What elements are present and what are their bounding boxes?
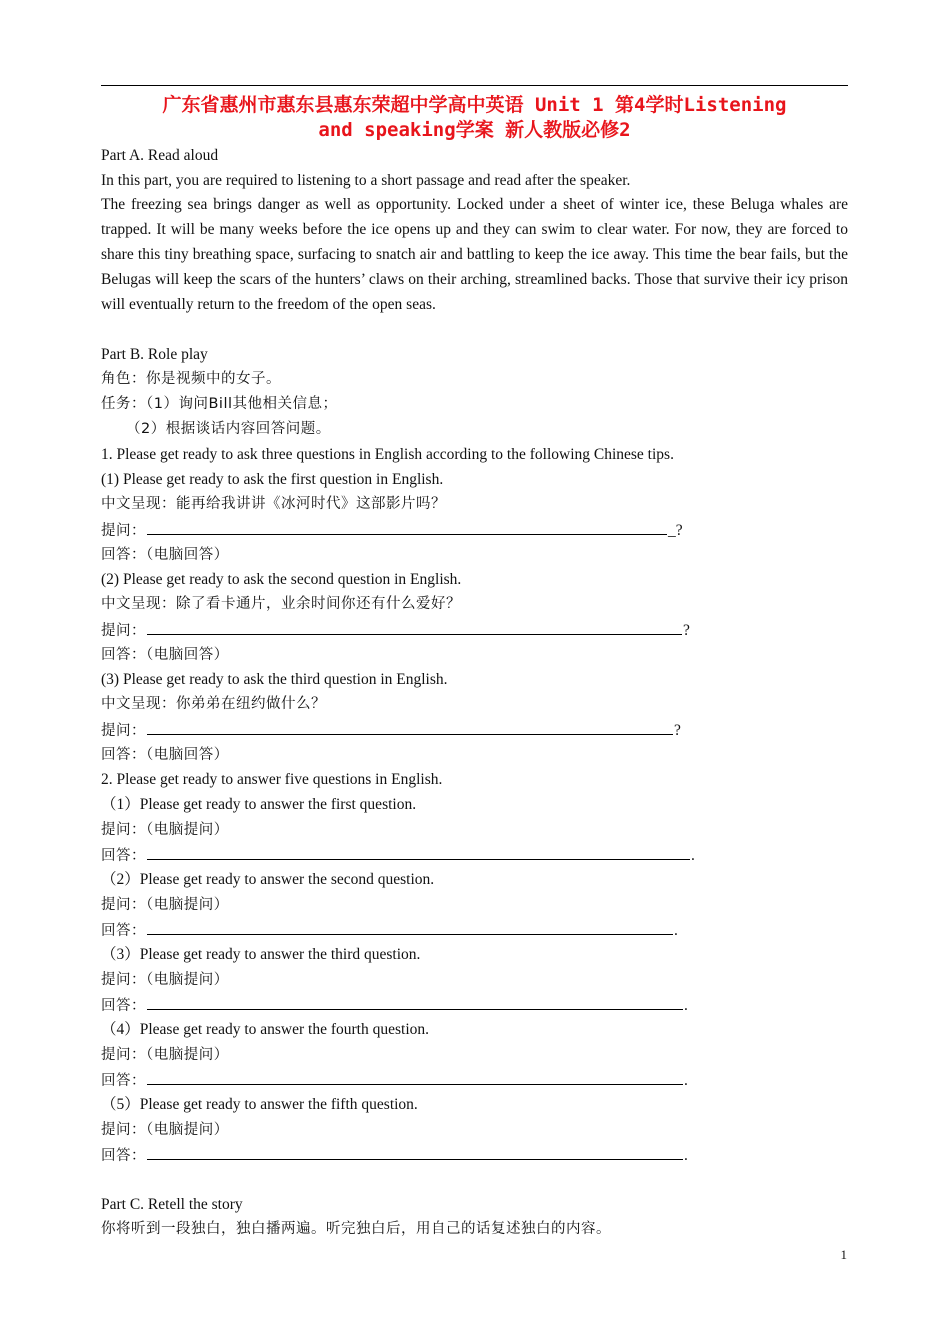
answer-item-4-row bbox=[101, 1067, 848, 1094]
part-a-passage: The freezing sea brings danger as well as opportunity. Locked under a sheet of winter ice, these Beluga whales are trapped. It will be many weeks before the ice opens up and they can swim to clear water. For now, they are forced to share this tiny breathing space, surfacing to snatch air and battling to keep the ice away. This time the bear fails, but the Belugas will keep the scars of the hunters’ claws on their arching, streamlined backs. Those that survive their icy prison will eventually return to the freedom of the open seas. bbox=[101, 196, 848, 313]
answer-item-2-instruction: （2）Please get ready to answer the second question. bbox=[101, 871, 435, 888]
ask-label: 提问： bbox=[101, 1047, 146, 1063]
section-2-heading: 2. Please get ready to answer five questions in English. bbox=[101, 771, 443, 788]
part-c-instruction: 你将听到一段独白，独白播两遍。听完独白后，用自己的话复述独白的内容。 bbox=[101, 1221, 611, 1237]
answer-label: 回答： bbox=[101, 848, 146, 864]
answer-1-blank[interactable] bbox=[147, 842, 690, 860]
ask-item-3-answer bbox=[101, 742, 848, 768]
ask-1-end: _? bbox=[668, 522, 683, 539]
answer-label: 回答： bbox=[101, 923, 146, 939]
ask-3-blank[interactable] bbox=[147, 717, 673, 735]
computer-ask: （电脑提问） bbox=[146, 822, 229, 838]
computer-ask: （电脑提问） bbox=[146, 1047, 229, 1063]
ask-label: 提问： bbox=[101, 723, 146, 739]
answer-2-end: . bbox=[674, 922, 678, 939]
computer-ask: （电脑提问） bbox=[146, 972, 229, 988]
answer-label: 回答： bbox=[101, 547, 146, 563]
answer-2-blank[interactable] bbox=[147, 917, 673, 935]
ask-item-2-chinese: 中文呈现：除了看卡通片，业余时间你还有什么爱好？ bbox=[101, 596, 461, 612]
answer-3-end: . bbox=[684, 997, 688, 1014]
title-line-2: and speaking学案 新人教版必修2 bbox=[318, 119, 631, 141]
computer-answer: （电脑回答） bbox=[146, 747, 229, 763]
computer-ask: （电脑提问） bbox=[146, 897, 229, 913]
ask-item-3-chinese: 中文呈现：你弟弟在纽约做什么？ bbox=[101, 696, 326, 712]
ask-item-2-row bbox=[101, 617, 848, 644]
page-number: 1 bbox=[840, 1247, 847, 1262]
part-b-heading: Part B. Role play bbox=[101, 346, 208, 363]
task-1: 任务：（1）询问Bill其他相关信息； bbox=[101, 396, 338, 412]
answer-item-5-instruction: （5）Please get ready to answer the fifth question. bbox=[101, 1096, 418, 1113]
ask-2-end: ? bbox=[683, 622, 690, 639]
answer-item-4-ask bbox=[101, 1042, 848, 1068]
answer-label: 回答： bbox=[101, 1148, 146, 1164]
answer-1-end: . bbox=[691, 847, 695, 864]
answer-4-blank[interactable] bbox=[147, 1067, 683, 1085]
answer-item-1-instruction: （1）Please get ready to answer the first question. bbox=[101, 796, 417, 813]
answer-label: 回答： bbox=[101, 998, 146, 1014]
ask-3-end: ? bbox=[674, 722, 681, 739]
ask-item-1-row bbox=[101, 517, 848, 544]
answer-item-5-ask bbox=[101, 1117, 848, 1143]
answer-5-end: . bbox=[684, 1147, 688, 1164]
task-2: （2）根据谈话内容回答问题。 bbox=[126, 421, 331, 437]
answer-item-3-ask bbox=[101, 967, 848, 993]
ask-item-3-row bbox=[101, 717, 848, 744]
ask-label: 提问： bbox=[101, 623, 146, 639]
answer-item-2-row bbox=[101, 917, 848, 944]
header-rule bbox=[101, 85, 848, 86]
ask-label: 提问： bbox=[101, 972, 146, 988]
ask-label: 提问： bbox=[101, 897, 146, 913]
ask-1-blank[interactable] bbox=[147, 517, 667, 535]
answer-item-1-row bbox=[101, 842, 848, 869]
ask-label: 提问： bbox=[101, 1122, 146, 1138]
answer-item-1-ask bbox=[101, 817, 848, 843]
computer-ask: （电脑提问） bbox=[146, 1122, 229, 1138]
role-text: 角色：你是视频中的女子。 bbox=[101, 371, 281, 387]
answer-item-3-row bbox=[101, 992, 848, 1019]
answer-5-blank[interactable] bbox=[147, 1142, 683, 1160]
answer-4-end: . bbox=[684, 1072, 688, 1089]
ask-2-blank[interactable] bbox=[147, 617, 682, 635]
ask-item-2-instruction: (2) Please get ready to ask the second question in English. bbox=[101, 571, 462, 588]
ask-label: 提问： bbox=[101, 822, 146, 838]
answer-item-3-instruction: （3）Please get ready to answer the third question. bbox=[101, 946, 421, 963]
ask-item-2-answer bbox=[101, 642, 848, 668]
part-a-instruction: In this part, you are required to listening to a short passage and read after the speaker. bbox=[101, 172, 631, 189]
answer-3-blank[interactable] bbox=[147, 992, 683, 1010]
computer-answer: （电脑回答） bbox=[146, 647, 229, 663]
ask-item-1-instruction: (1) Please get ready to ask the first question in English. bbox=[101, 471, 444, 488]
answer-item-5-row bbox=[101, 1142, 848, 1169]
section-1-heading: 1. Please get ready to ask three questions in English according to the following Chinese tips. bbox=[101, 446, 674, 463]
document-title bbox=[101, 93, 848, 143]
ask-item-1-chinese: 中文呈现：能再给我讲讲《冰河时代》这部影片吗？ bbox=[101, 496, 446, 512]
answer-item-4-instruction: （4）Please get ready to answer the fourth question. bbox=[101, 1021, 429, 1038]
answer-label: 回答： bbox=[101, 647, 146, 663]
ask-item-3-instruction: (3) Please get ready to ask the third question in English. bbox=[101, 671, 448, 688]
ask-label: 提问： bbox=[101, 523, 146, 539]
answer-item-2-ask bbox=[101, 892, 848, 918]
answer-label: 回答： bbox=[101, 1073, 146, 1089]
title-line-1: 广东省惠州市惠东县惠东荣超中学高中英语 Unit 1 第4学时Listening bbox=[162, 94, 787, 116]
part-c-heading: Part C. Retell the story bbox=[101, 1196, 243, 1213]
answer-label: 回答： bbox=[101, 747, 146, 763]
part-a-heading: Part A. Read aloud bbox=[101, 147, 219, 164]
computer-answer: （电脑回答） bbox=[146, 547, 229, 563]
ask-item-1-answer bbox=[101, 542, 848, 568]
